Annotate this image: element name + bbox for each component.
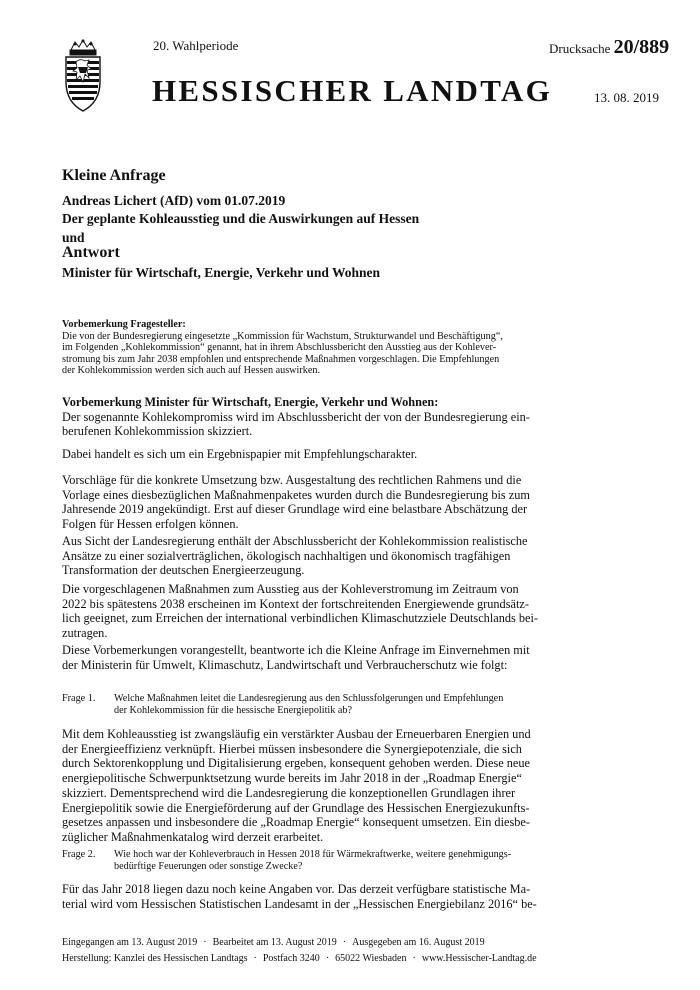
footer-separator: · xyxy=(412,953,416,964)
antwort-1 xyxy=(62,727,644,845)
text-line: stromung bis zum Jahr 2038 empfohlen und entsprechende Maßnahmen vorgeschlagen. Die Empfehlungen xyxy=(62,353,500,365)
text-line: energiepolitische Schwerpunktsetzung wurde bereits im Jahr 2018 in der „Roadmap Energie“ xyxy=(62,771,522,786)
text-line: durch Sektorenkopplung und Digitalisierung ergeben, konsequent gehoben werden. Diese neue xyxy=(62,756,530,771)
footer-publisher xyxy=(62,953,662,964)
ministry-line: Minister für Wirtschaft, Energie, Verkehr und Wohnen xyxy=(62,265,381,280)
subject-line: Der geplante Kohleausstieg und die Auswirkungen auf Hessen xyxy=(62,211,420,226)
frage-1-label: Frage 1. xyxy=(62,693,96,704)
text-line: zutragen. xyxy=(62,626,108,641)
text-line: Die von der Bundesregierung eingesetzte „Kommission für Wachstum, Strukturwandel und Beschäftigung“, xyxy=(62,330,503,342)
antwort-title: Antwort xyxy=(62,244,120,261)
frage-2-label: Frage 2. xyxy=(62,849,96,860)
text-line: Transformation der deutschen Energieerzeugung. xyxy=(62,563,305,578)
text-line: Die vorgeschlagenen Maßnahmen zum Ausstieg aus der Kohleverstromung im Zeitraum von xyxy=(62,582,519,596)
text-line: Für das Jahr 2018 liegen dazu noch keine Angaben vor. Das derzeit verfügbare statistische Ma- xyxy=(62,882,531,896)
text-line: Vorlage eines diesbezüglichen Maßnahmenpaketes wurden durch die Bundesregierung bis zum xyxy=(62,487,530,502)
parliament-name: HESSISCHER LANDTAG xyxy=(152,73,553,108)
footer-herstellung: Herstellung: Kanzlei des Hessischen Landtags xyxy=(62,953,248,964)
footer-website-link[interactable]: www.Hessischer-Landtag.de xyxy=(421,953,537,964)
author-line: Andreas Lichert (AfD) vom 01.07.2019 xyxy=(62,193,286,208)
antwort-2 xyxy=(62,882,644,911)
text-line: der Energieeffizienz verknüpft. Hierbei müssen insbesondere die Synergiepotenziale, die sich xyxy=(62,741,522,756)
footer-dates xyxy=(62,937,662,948)
text-line: der Kohlekommission werden sich auch auf Hessen auswirken. xyxy=(62,365,321,377)
wahlperiode: 20. Wahlperiode xyxy=(153,38,239,53)
text-line: Ansätze zu einer sozialverträglichen, ökologisch nachhaltigen und ökonomisch tragfähigen xyxy=(62,548,511,563)
text-line: der Ministerin für Umwelt, Klimaschutz, Landwirtschaft und Verbraucherschutz wie folgt: xyxy=(62,657,508,672)
frage-2-text xyxy=(114,849,582,872)
text-line: Dabei handelt es sich um ein Ergebnispapier mit Empfehlungscharakter. xyxy=(62,447,418,461)
kleine-anfrage-title: Kleine Anfrage xyxy=(62,167,166,184)
footer-separator: · xyxy=(203,937,207,948)
text-line: Vorschläge für die konkrete Umsetzung bzw. Ausgestaltung des rechtlichen Rahmens und die xyxy=(62,473,522,487)
paragraph xyxy=(62,643,644,672)
text-line: der Kohlekommission für die hessische Energiepolitik ab? xyxy=(114,704,353,716)
text-line: Welche Maßnahmen leitet die Landesregierung aus den Schlussfolgerungen und Empfehlungen xyxy=(114,693,504,704)
document-date: 13. 08. 2019 xyxy=(594,90,659,105)
text-line: bedürftige Feuerungen oder sonstige Zwecke? xyxy=(114,860,303,872)
text-line: skizziert. Dementsprechend wird die Landesregierung die konzeptionellen Grundlagen ihrer xyxy=(62,785,516,800)
und-line: und xyxy=(62,230,85,245)
footer-separator: · xyxy=(325,953,330,964)
text-line: lich geeignet, zum Erreichen der international verbindlichen Klimaschutzziele Deutschlands bei- xyxy=(62,611,538,626)
paragraph xyxy=(62,447,644,462)
paragraph xyxy=(62,473,644,532)
footer-separator: · xyxy=(253,953,257,964)
drucksache-value: 20/889 xyxy=(613,36,670,58)
text-line: Aus Sicht der Landesregierung enthält der Abschlussbericht der Kohlekommission realistische xyxy=(62,534,528,548)
footer-postfach: Postfach 3240 xyxy=(262,953,320,964)
coat-of-arms-emblem xyxy=(62,38,104,114)
footer-eingegangen: Eingegangen am 13. August 2019 xyxy=(62,937,198,948)
frage-1-text xyxy=(114,693,582,716)
text-line: Diese Vorbemerkungen vorangestellt, beantworte ich die Kleine Anfrage im Einvernehmen mit xyxy=(62,643,530,657)
text-line: Wie hoch war der Kohleverbrauch in Hessen 2018 für Wärmekraftwerke, weitere genehmigungs- xyxy=(114,849,512,860)
text-line: berufenen Kohlekommission skizziert. xyxy=(62,424,253,439)
text-line: züglicher Maßnahmenkatalog wird derzeit erarbeitet. xyxy=(62,829,324,844)
drucksache-label: Drucksache xyxy=(549,41,611,56)
frage-2 xyxy=(62,849,644,873)
text-line: Energiepolitik sowie die Energieförderung auf der Grundlage des Hessischen Energiezukunfts- xyxy=(62,800,530,815)
footer-bearbeitet: Bearbeitet am 13. August 2019 xyxy=(212,937,337,948)
text-line: terial wird vom Hessischen Statistischen Landesamt in der „Hessischen Energiebilanz 2016“ be- xyxy=(62,896,537,911)
text-line: Der sogenannte Kohlekompromiss wird im Abschlussbericht der von der Bundesregierung ein- xyxy=(62,409,530,424)
vorbemerkung-fragesteller xyxy=(62,319,644,377)
text-line: im Folgenden „Kohlekommission“ genannt, hat in ihrem Abschlussbericht den Ausstieg aus der Kohlever- xyxy=(62,342,497,354)
footer-ort: 65022 Wiesbaden xyxy=(335,953,407,964)
text-line: 2022 bis spätestens 2038 erscheinen im Kontext der fortschreitenden Energiewende grundsätz- xyxy=(62,596,529,611)
text-line: gesetzes anpassen und insbesondere die „Roadmap Energie“ konsequent umsetzen. Ein diesbe- xyxy=(62,815,530,830)
text-line: Mit dem Kohleausstieg ist zwangsläufig ein verstärkter Ausbau der Erneuerbaren Energien und xyxy=(62,727,531,741)
vorbemerkung-minister xyxy=(62,395,644,439)
drucksache-number xyxy=(549,36,669,59)
paragraph xyxy=(62,534,644,578)
footer-separator: · xyxy=(342,937,347,948)
vorbemerkung-fragesteller-heading: Vorbemerkung Fragesteller: xyxy=(62,319,186,330)
frage-1 xyxy=(62,693,644,717)
text-line: Folgen für Hessen erfolgen können. xyxy=(62,517,239,532)
footer-ausgegeben: Ausgegeben am 16. August 2019 xyxy=(352,937,485,948)
vorbemerkung-minister-heading: Vorbemerkung Minister für Wirtschaft, Energie, Verkehr und Wohnen: xyxy=(62,395,439,409)
text-line: Jahresende 2019 angekündigt. Erst auf dieser Grundlage wird eine belastbare Abschätzung der xyxy=(62,502,528,517)
paragraph xyxy=(62,582,644,641)
